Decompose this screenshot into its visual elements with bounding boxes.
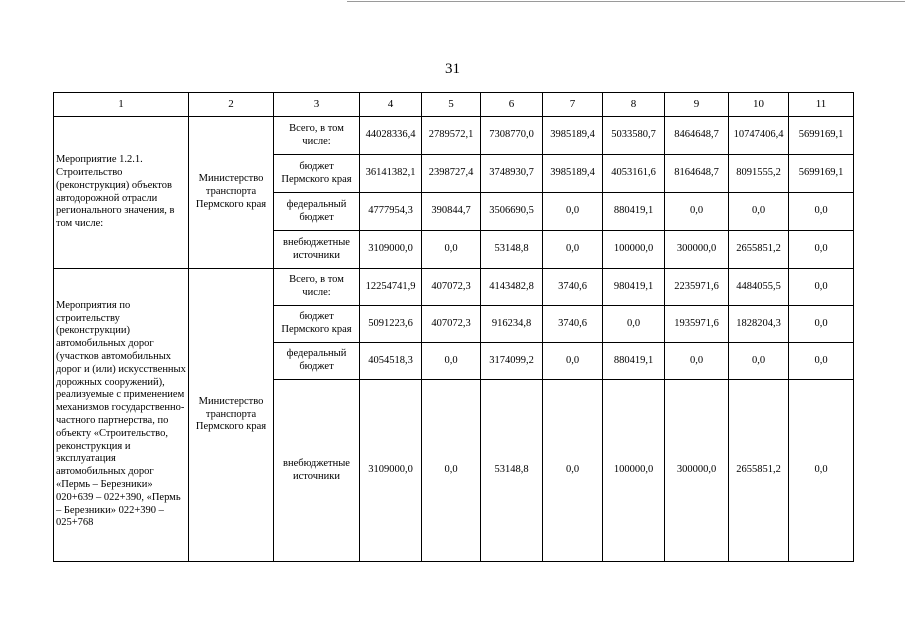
value-cell: 0,0 [422, 231, 481, 269]
header-cell: 9 [665, 93, 729, 117]
value-cell: 4484055,5 [729, 269, 789, 306]
page-number: 31 [445, 61, 460, 77]
value-cell: 5699169,1 [789, 155, 854, 193]
measure-cell: Мероприятие 1.2.1. Строительство (реконструкция) объектов автодорожной отрасли регионального значения, в том числе: [54, 117, 189, 269]
header-cell: 4 [360, 93, 422, 117]
funding-table [53, 92, 854, 562]
value-cell: 2655851,2 [729, 380, 789, 562]
value-cell: 3985189,4 [543, 155, 603, 193]
value-cell: 12254741,9 [360, 269, 422, 306]
value-cell: 0,0 [543, 343, 603, 380]
value-cell: 4054518,3 [360, 343, 422, 380]
value-cell: 0,0 [789, 193, 854, 231]
value-cell: 2789572,1 [422, 117, 481, 155]
source-cell: бюджет Пермского края [274, 155, 360, 193]
header-cell: 5 [422, 93, 481, 117]
executor-cell: Министерство транспорта Пермского края [189, 269, 274, 562]
value-cell: 3109000,0 [360, 231, 422, 269]
header-cell: 3 [274, 93, 360, 117]
value-cell: 407072,3 [422, 306, 481, 343]
value-cell: 53148,8 [481, 380, 543, 562]
value-cell: 407072,3 [422, 269, 481, 306]
value-cell: 880419,1 [603, 343, 665, 380]
table-row [54, 117, 854, 155]
value-cell: 880419,1 [603, 193, 665, 231]
value-cell: 1828204,3 [729, 306, 789, 343]
value-cell: 4053161,6 [603, 155, 665, 193]
source-cell: внебюджетные источники [274, 231, 360, 269]
page-top-rule [347, 1, 905, 2]
value-cell: 3174099,2 [481, 343, 543, 380]
header-cell: 7 [543, 93, 603, 117]
value-cell: 100000,0 [603, 380, 665, 562]
source-cell: федеральный бюджет [274, 193, 360, 231]
value-cell: 916234,8 [481, 306, 543, 343]
value-cell: 7308770,0 [481, 117, 543, 155]
value-cell: 100000,0 [603, 231, 665, 269]
value-cell: 2398727,4 [422, 155, 481, 193]
value-cell: 2655851,2 [729, 231, 789, 269]
value-cell: 3748930,7 [481, 155, 543, 193]
header-cell: 11 [789, 93, 854, 117]
value-cell: 3740,6 [543, 306, 603, 343]
value-cell: 8164648,7 [665, 155, 729, 193]
value-cell: 0,0 [789, 380, 854, 562]
value-cell: 300000,0 [665, 380, 729, 562]
value-cell: 0,0 [789, 269, 854, 306]
value-cell: 44028336,4 [360, 117, 422, 155]
value-cell: 0,0 [422, 343, 481, 380]
value-cell: 0,0 [665, 193, 729, 231]
value-cell: 4143482,8 [481, 269, 543, 306]
value-cell: 0,0 [789, 231, 854, 269]
value-cell: 3109000,0 [360, 380, 422, 562]
value-cell: 5699169,1 [789, 117, 854, 155]
value-cell: 8091555,2 [729, 155, 789, 193]
value-cell: 53148,8 [481, 231, 543, 269]
value-cell: 5033580,7 [603, 117, 665, 155]
measure-cell: Мероприятия по строительству (реконструкции) автомобильных дорог (участков автомобильных дорог и (или) искусственных дорожных сооружений), реализуемые с применением механизмов государственно-частного партнерства, по объекту «Строительство, реконструкция и эксплуатация автомобильных дорог «Пермь – Березники» 020+639 – 022+390, «Пермь – Березники» 022+390 – 025+768 [54, 269, 189, 562]
header-cell: 1 [54, 93, 189, 117]
value-cell: 0,0 [729, 343, 789, 380]
executor-cell: Министерство транспорта Пермского края [189, 117, 274, 269]
source-cell: Всего, в том числе: [274, 269, 360, 306]
source-cell: внебюджетные источники [274, 380, 360, 562]
value-cell: 3740,6 [543, 269, 603, 306]
value-cell: 0,0 [665, 343, 729, 380]
value-cell: 10747406,4 [729, 117, 789, 155]
table-row [54, 269, 854, 306]
value-cell: 0,0 [789, 343, 854, 380]
header-cell: 8 [603, 93, 665, 117]
value-cell: 4777954,3 [360, 193, 422, 231]
value-cell: 390844,7 [422, 193, 481, 231]
header-cell: 2 [189, 93, 274, 117]
value-cell: 5091223,6 [360, 306, 422, 343]
value-cell: 0,0 [603, 306, 665, 343]
value-cell: 0,0 [789, 306, 854, 343]
value-cell: 300000,0 [665, 231, 729, 269]
value-cell: 0,0 [543, 193, 603, 231]
value-cell: 3985189,4 [543, 117, 603, 155]
value-cell: 0,0 [543, 380, 603, 562]
value-cell: 1935971,6 [665, 306, 729, 343]
header-cell: 6 [481, 93, 543, 117]
value-cell: 36141382,1 [360, 155, 422, 193]
value-cell: 980419,1 [603, 269, 665, 306]
value-cell: 8464648,7 [665, 117, 729, 155]
source-cell: бюджет Пермского края [274, 306, 360, 343]
value-cell: 3506690,5 [481, 193, 543, 231]
value-cell: 0,0 [422, 380, 481, 562]
header-row [54, 93, 854, 117]
source-cell: Всего, в том числе: [274, 117, 360, 155]
value-cell: 0,0 [543, 231, 603, 269]
header-cell: 10 [729, 93, 789, 117]
value-cell: 2235971,6 [665, 269, 729, 306]
value-cell: 0,0 [729, 193, 789, 231]
source-cell: федеральный бюджет [274, 343, 360, 380]
